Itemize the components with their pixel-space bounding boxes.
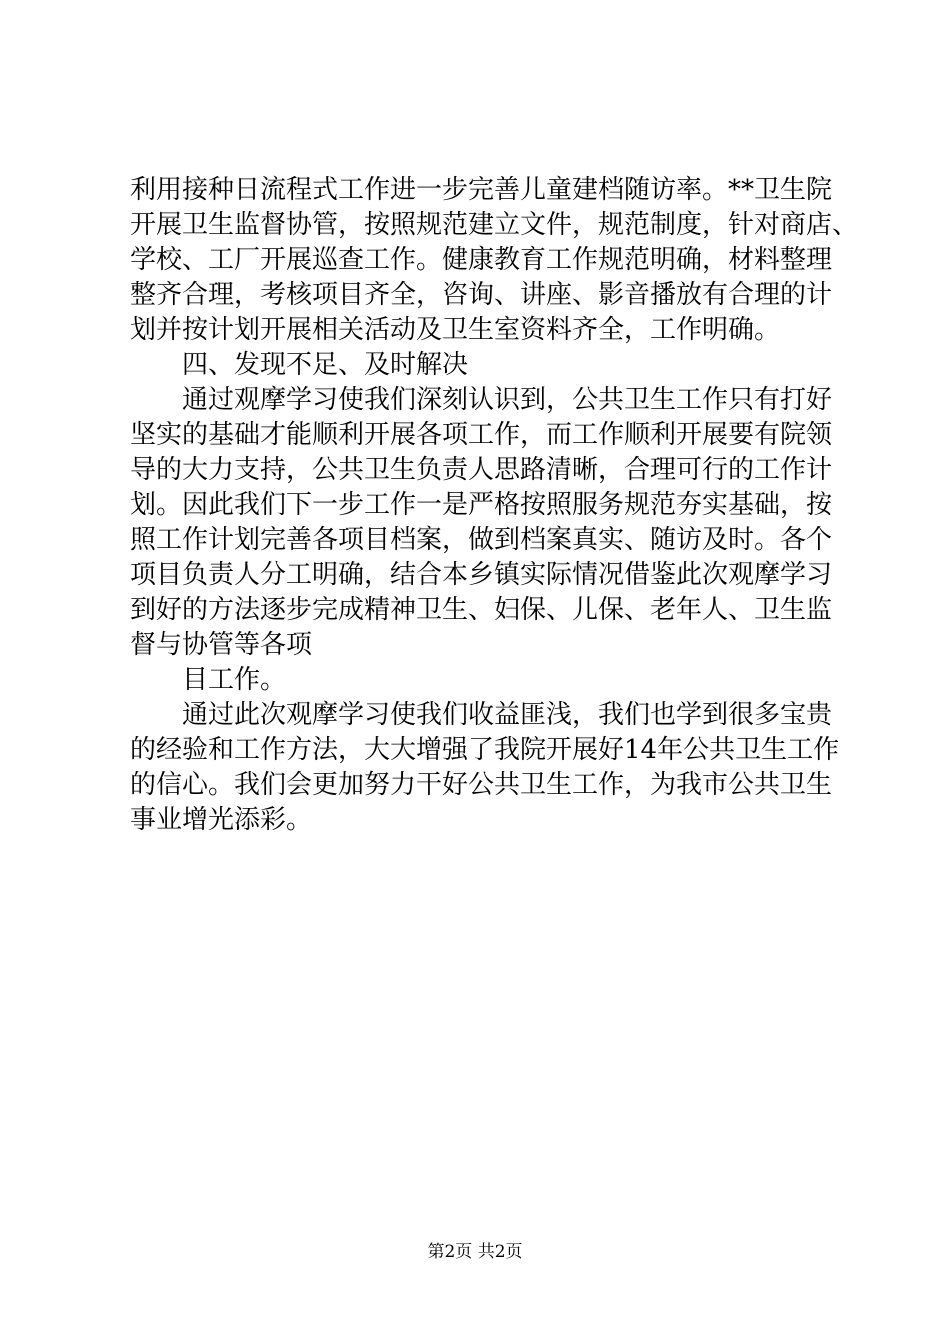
text-line: 坚实的基础才能顺利开展各项工作，而工作顺利开展要有院领 bbox=[130, 420, 833, 450]
text-line: 的信心。我们会更加努力干好公共卫生工作，为我市公共卫生 bbox=[130, 770, 833, 800]
text-line: 事业增光添彩。 bbox=[130, 805, 313, 835]
text-line: 通过观摩学习使我们深刻认识到，公共卫生工作只有打好 bbox=[182, 385, 833, 415]
section-heading: 四、发现不足、及时解决 bbox=[182, 350, 469, 380]
text-line: 利用接种日流程式工作进一步完善儿童建档随访率。**卫生院 bbox=[130, 175, 833, 205]
text-line: 的经验和工作方法，大大增强了我院开展好14年公共卫生工作 bbox=[130, 735, 840, 765]
page-footer: 第2页 共2页 bbox=[427, 1242, 523, 1262]
text-line: 目工作。 bbox=[182, 665, 287, 695]
text-line: 项目负责人分工明确，结合本乡镇实际情况借鉴此次观摩学习 bbox=[130, 560, 833, 590]
text-line: 通过此次观摩学习使我们收益匪浅，我们也学到很多宝贵 bbox=[182, 700, 833, 730]
text-line: 开展卫生监督协管，按照规范建立文件，规范制度，针对商店、 bbox=[130, 210, 859, 240]
text-line: 照工作计划完善各项目档案，做到档案真实、随访及时。各个 bbox=[130, 525, 833, 555]
text-line: 划并按计划开展相关活动及卫生室资料齐全，工作明确。 bbox=[130, 315, 781, 345]
document-body bbox=[130, 173, 859, 838]
text-line: 学校、工厂开展巡查工作。健康教育工作规范明确，材料整理 bbox=[130, 245, 833, 275]
text-line: 到好的方法逐步完成精神卫生、妇保、儿保、老年人、卫生监 bbox=[130, 595, 833, 625]
text-line: 划。因此我们下一步工作一是严格按照服务规范夯实基础，按 bbox=[130, 490, 833, 520]
text-line: 督与协管等各项 bbox=[130, 630, 313, 660]
text-line: 整齐合理，考核项目齐全，咨询、讲座、影音播放有合理的计 bbox=[130, 280, 833, 310]
text-line: 导的大力支持，公共卫生负责人思路清晰，合理可行的工作计 bbox=[130, 455, 833, 485]
